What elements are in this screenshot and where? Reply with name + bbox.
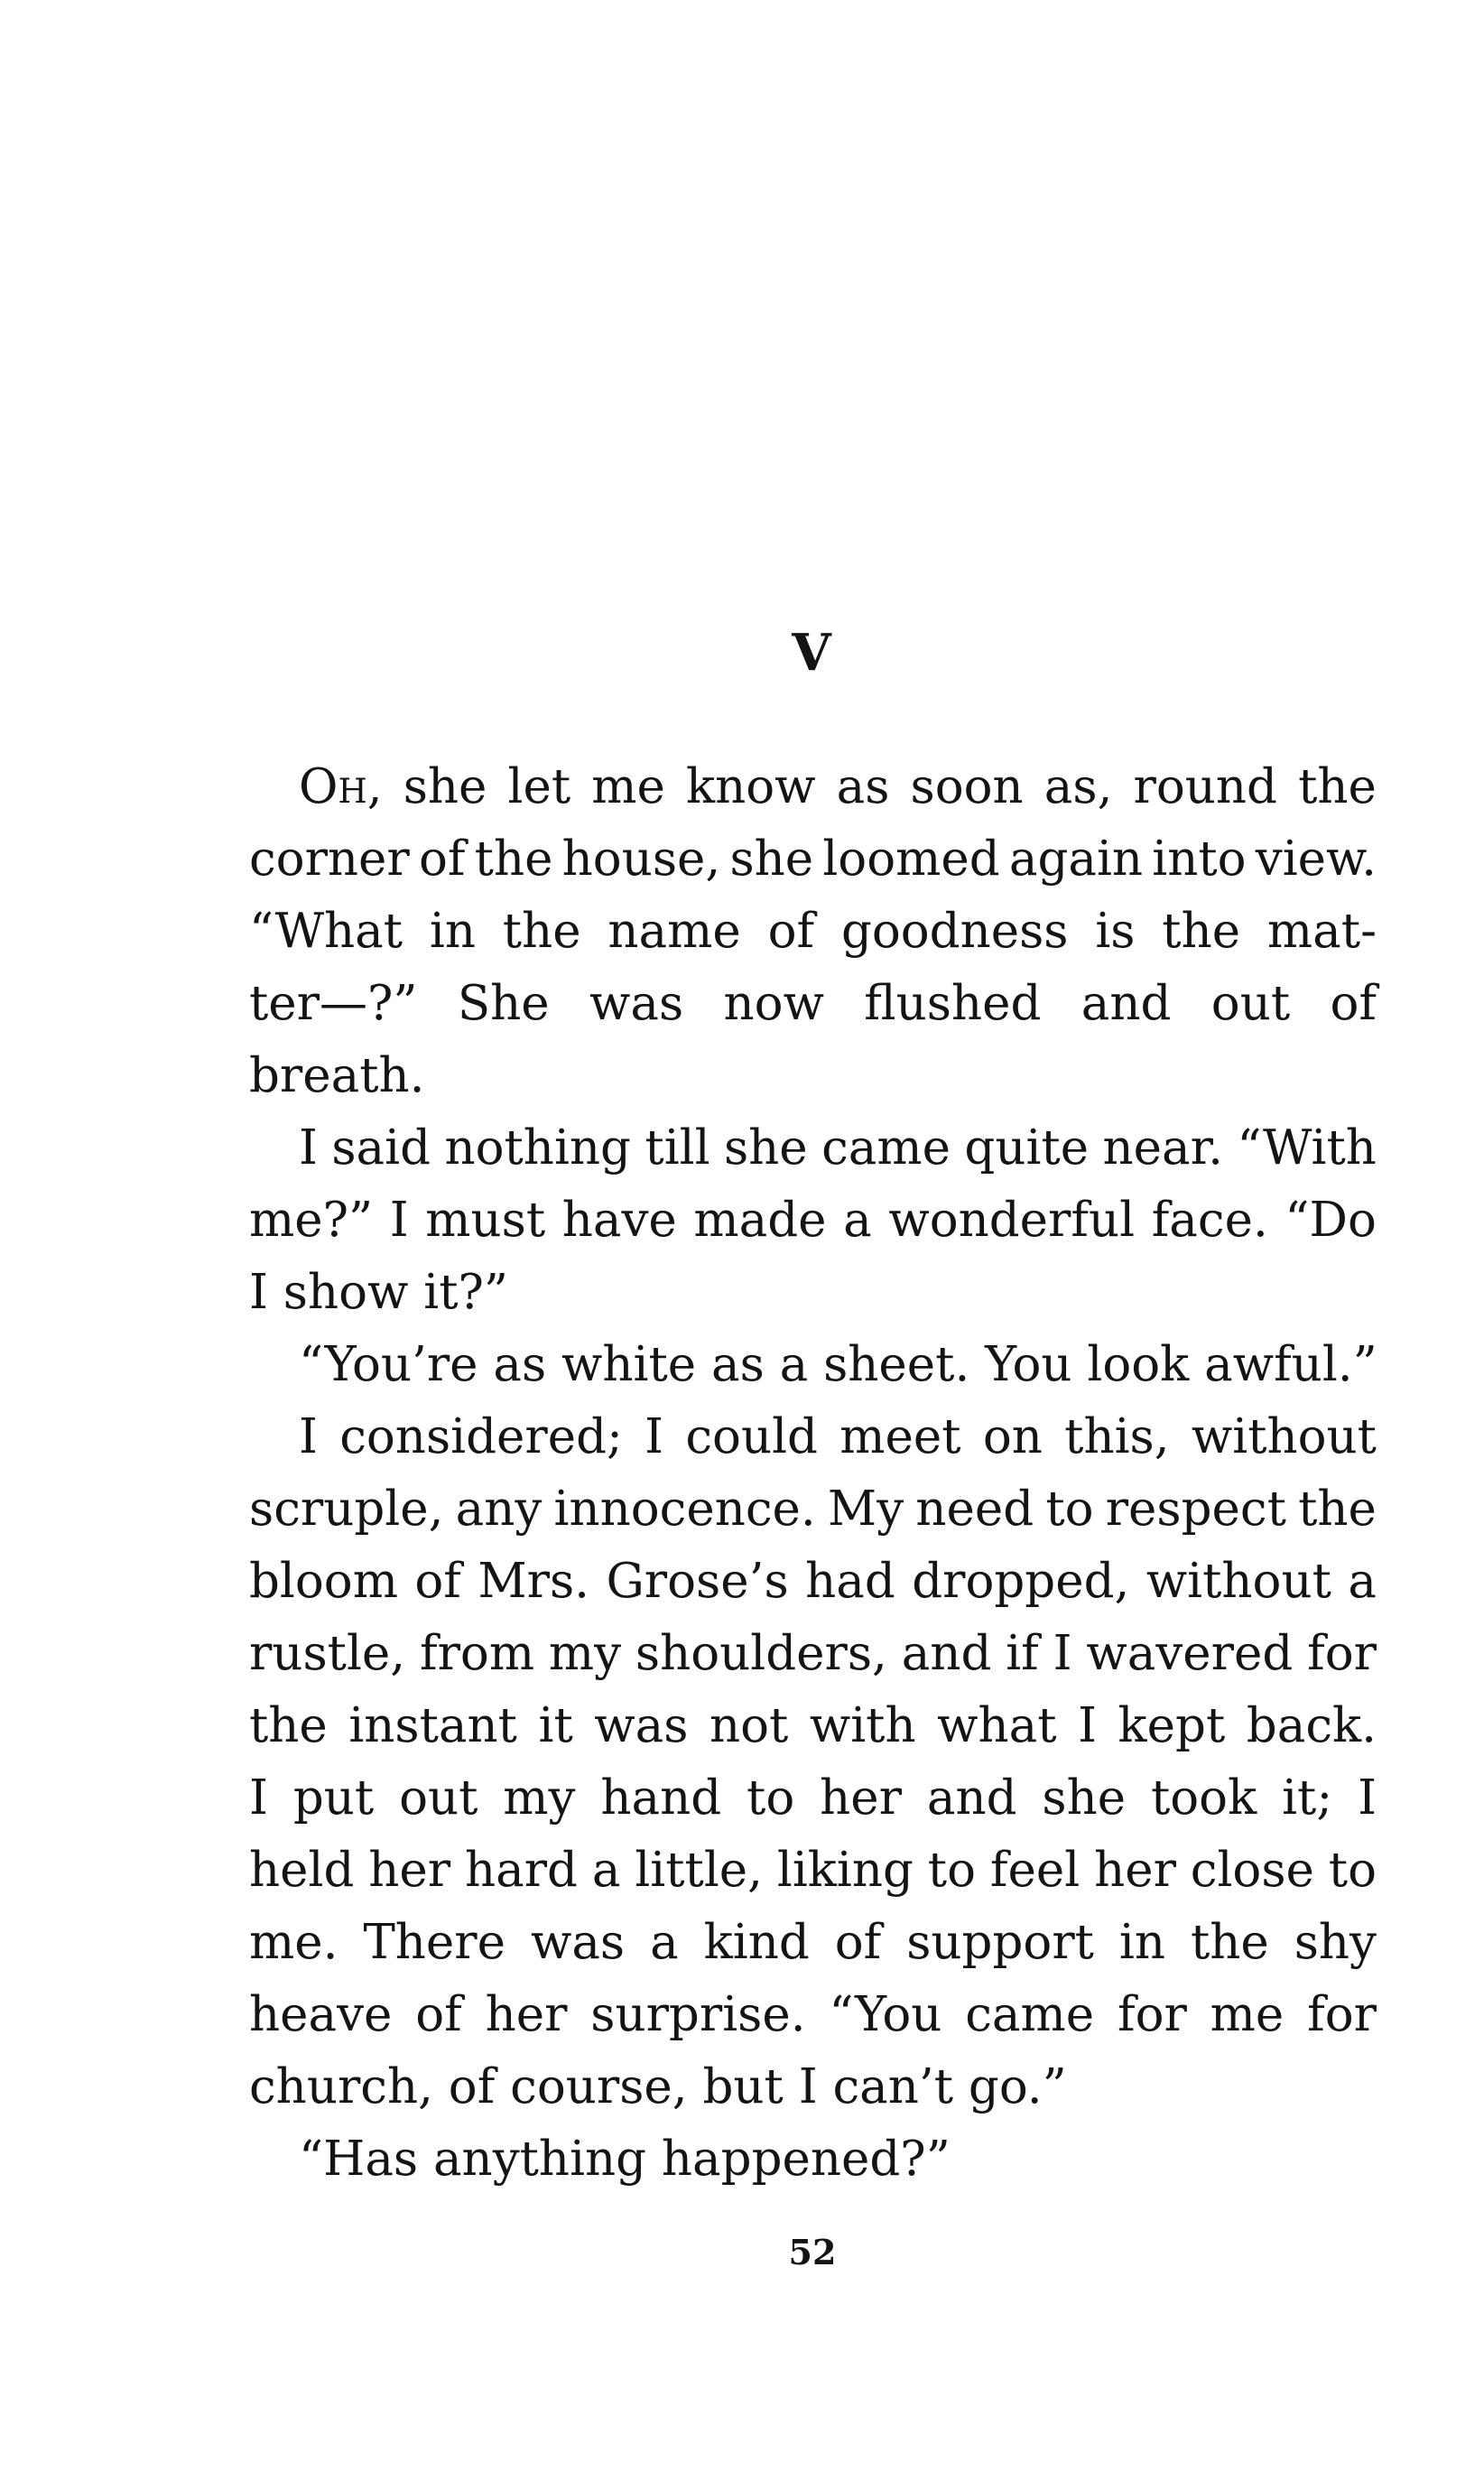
word: me?”: [249, 1193, 374, 1248]
word: Grose’s: [606, 1554, 789, 1609]
word: respect: [1105, 1482, 1286, 1537]
word: my: [503, 1770, 576, 1826]
word: any: [455, 1482, 543, 1537]
word: must: [425, 1193, 546, 1248]
word: and: [901, 1626, 992, 1681]
word: she: [723, 1120, 808, 1175]
word: liking: [776, 1843, 914, 1898]
word: was: [589, 976, 684, 1031]
word: to: [1045, 1482, 1094, 1537]
word: name: [608, 904, 741, 959]
word: and: [1081, 976, 1172, 1031]
word: Oh,: [299, 759, 383, 814]
word: close: [1190, 1843, 1314, 1898]
word: a: [650, 1915, 679, 1970]
word: round: [1133, 759, 1277, 814]
word: me: [1210, 1987, 1285, 2042]
text-line: [249, 1329, 1377, 1401]
word: ter—?”: [249, 976, 418, 1031]
word: I: [299, 1120, 318, 1175]
text-line: [249, 2123, 1377, 2196]
word: dropped,: [912, 1554, 1130, 1609]
word: goodness: [840, 904, 1069, 959]
word: hard: [464, 1843, 578, 1898]
word: shoulders,: [635, 1626, 887, 1681]
text-line: [249, 1618, 1377, 1690]
word: in: [429, 904, 476, 959]
word: “Do: [1285, 1193, 1377, 1248]
word: without: [1191, 1409, 1377, 1464]
word: if: [1006, 1626, 1039, 1681]
word: the: [1190, 1915, 1269, 1970]
word: kept: [1118, 1698, 1226, 1753]
word: in: [1118, 1915, 1165, 1970]
word: was: [530, 1915, 626, 1970]
word: of: [1330, 976, 1377, 1031]
word: she: [729, 832, 814, 887]
word: a: [1348, 1554, 1377, 1609]
word: me.: [249, 1915, 339, 1970]
word: came: [965, 1987, 1095, 2042]
text-line: [249, 1835, 1377, 1907]
word: of: [415, 1987, 462, 2042]
word: this,: [1064, 1409, 1170, 1464]
chapter-heading: V: [792, 623, 833, 683]
word: feel: [989, 1843, 1081, 1898]
word: “What: [249, 904, 403, 959]
word: to: [927, 1843, 977, 1898]
body-text: [249, 751, 1377, 2196]
word: what: [937, 1698, 1057, 1753]
word: took: [1150, 1770, 1257, 1826]
text-line: [249, 1040, 1377, 1112]
text-line: [249, 1690, 1377, 1762]
word: for: [1117, 1987, 1187, 2042]
word: soon: [910, 759, 1024, 814]
word: I show it?”: [249, 1265, 508, 1320]
word: Mrs.: [478, 1554, 590, 1609]
word: her: [1094, 1843, 1176, 1898]
word: now: [723, 976, 824, 1031]
word: loomed: [822, 832, 1000, 887]
word: to: [1328, 1843, 1377, 1898]
word: I: [1358, 1770, 1377, 1826]
word: I: [389, 1193, 409, 1248]
word: a: [591, 1843, 621, 1898]
word: from: [419, 1626, 535, 1681]
word: made: [693, 1193, 827, 1248]
word: of: [767, 904, 815, 959]
word: I: [1053, 1626, 1072, 1681]
word: My: [827, 1482, 904, 1537]
word: my: [548, 1626, 622, 1681]
word: with: [809, 1698, 916, 1753]
word: held: [249, 1843, 355, 1898]
word: was: [594, 1698, 689, 1753]
word: “Has anything happened?”: [299, 2132, 951, 2187]
word: said: [331, 1120, 431, 1175]
word: the: [1298, 1482, 1377, 1537]
word: the: [502, 904, 581, 959]
word: need: [915, 1482, 1034, 1537]
word: breath.: [249, 1048, 425, 1103]
word: the: [474, 832, 553, 887]
word: is: [1095, 904, 1136, 959]
word: house,: [561, 832, 721, 887]
word: of: [834, 1915, 882, 1970]
word: back.: [1246, 1698, 1377, 1753]
text-line: [249, 1473, 1377, 1546]
text-line: [249, 1979, 1377, 2051]
word: meet: [839, 1409, 961, 1464]
word: considered;: [339, 1409, 623, 1464]
word: hand: [600, 1770, 722, 1826]
word: mat-: [1266, 904, 1377, 959]
word: rustle,: [249, 1626, 406, 1681]
word: her: [485, 1987, 568, 2042]
word: to: [747, 1770, 795, 1826]
word: her: [368, 1843, 451, 1898]
word: flushed: [864, 976, 1042, 1031]
word: “You: [829, 1987, 942, 2042]
word: out: [1210, 976, 1291, 1031]
word: it;: [1282, 1770, 1333, 1826]
word: a: [843, 1193, 872, 1248]
word: have: [561, 1193, 677, 1248]
text-line: [249, 823, 1377, 896]
text-line: [249, 1546, 1377, 1618]
word: near.: [1102, 1120, 1223, 1175]
word: scruple,: [249, 1482, 444, 1537]
word: out: [399, 1770, 478, 1826]
word: I: [249, 1770, 268, 1826]
word: face.: [1151, 1193, 1268, 1248]
word: and: [926, 1770, 1017, 1826]
text-line: [249, 1257, 1377, 1329]
word: corner: [249, 832, 410, 887]
word: came: [821, 1120, 951, 1175]
word: know: [685, 759, 816, 814]
text-line: [249, 1112, 1377, 1185]
word: I: [299, 1409, 318, 1464]
text-line: [249, 968, 1377, 1040]
word: had: [805, 1554, 895, 1609]
word: There: [363, 1915, 505, 1970]
word: till: [645, 1120, 710, 1175]
text-line: [249, 751, 1377, 823]
word: the: [1162, 904, 1241, 959]
word: shy: [1294, 1915, 1377, 1970]
text-line: [249, 1762, 1377, 1835]
word: me: [591, 759, 665, 814]
word: “With: [1237, 1120, 1377, 1175]
word: view.: [1255, 832, 1377, 887]
word: little,: [635, 1843, 764, 1898]
word: “You’re as white as a sheet. You look awful.”: [299, 1337, 1377, 1392]
word: again: [1008, 832, 1144, 887]
word: heave: [249, 1987, 393, 2042]
word: wonderful: [888, 1193, 1136, 1248]
text-line: [249, 2051, 1377, 2123]
word: she: [1042, 1770, 1127, 1826]
word: on: [982, 1409, 1043, 1464]
page-number: 52: [788, 2232, 837, 2272]
text-line: [249, 1185, 1377, 1257]
word: surprise.: [590, 1987, 806, 2042]
word: She: [457, 976, 550, 1031]
word: of: [418, 832, 466, 887]
word: the: [1298, 759, 1377, 814]
word: innocence.: [553, 1482, 816, 1537]
word: wavered: [1086, 1626, 1294, 1681]
word: nothing: [444, 1120, 631, 1175]
word: as: [836, 759, 890, 814]
word: she: [403, 759, 487, 814]
text-line: [249, 896, 1377, 968]
word: I: [1078, 1698, 1098, 1753]
word: support: [906, 1915, 1094, 1970]
word: it: [538, 1698, 573, 1753]
word: instant: [348, 1698, 517, 1753]
word: as,: [1043, 759, 1113, 814]
word: kind: [703, 1915, 810, 1970]
word: I: [645, 1409, 664, 1464]
word: quite: [964, 1120, 1090, 1175]
word: for: [1307, 1626, 1377, 1681]
word: not: [709, 1698, 789, 1753]
word: let: [507, 759, 571, 814]
text-line: [249, 1907, 1377, 1979]
word: for: [1307, 1987, 1377, 2042]
word: of: [414, 1554, 461, 1609]
text-line: [249, 1401, 1377, 1473]
word: the: [249, 1698, 328, 1753]
word: church, of course, but I can’t go.”: [249, 2059, 1067, 2114]
word: could: [685, 1409, 818, 1464]
word: bloom: [249, 1554, 398, 1609]
word: her: [820, 1770, 902, 1826]
word: without: [1145, 1554, 1331, 1609]
word: put: [292, 1770, 375, 1826]
word: into: [1152, 832, 1247, 887]
